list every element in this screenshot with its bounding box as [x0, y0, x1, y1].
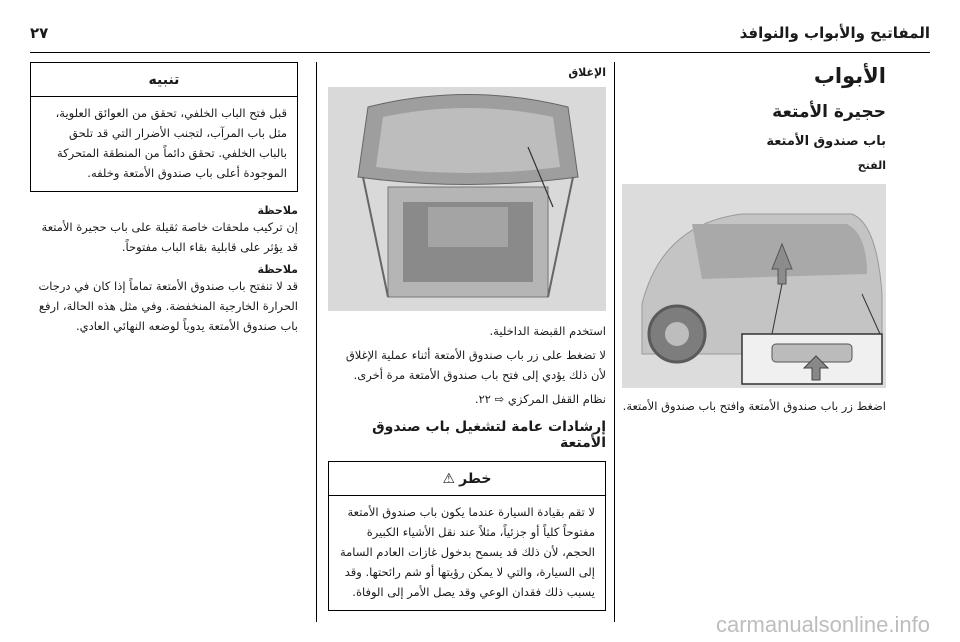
note-text: إن تركيب ملحقات خاصة ثقيلة على باب حجيرة الأمتعة قد يؤثر على قابلية بقاء الباب مفتوحاً.	[41, 220, 298, 254]
middle-column	[328, 62, 606, 611]
page-title: الأبواب	[813, 64, 886, 88]
closing-heading: الإغلاق	[568, 66, 606, 79]
note-heading: ملاحظة	[257, 204, 298, 217]
sub-subsection-heading: الفتح	[857, 159, 886, 172]
caution-title: تنبيه	[31, 63, 297, 97]
section-heading: حجيرة الأمتعة	[772, 102, 886, 122]
left-column	[30, 62, 298, 336]
subsection-heading: باب صندوق الأمتعة	[766, 134, 886, 149]
watermark: carmanualsonline.info	[715, 612, 930, 637]
paragraph: استخدم القبضة الداخلية.	[489, 324, 606, 338]
page-number: ٢٧	[30, 24, 49, 42]
paragraph: لا تضغط على زر باب صندوق الأمتعة أثناء عملية الإغلاق لأن ذلك يؤدي إلى فتح باب صندوق الأمتعة مرة أخرى.	[345, 348, 606, 382]
column-divider	[614, 62, 615, 622]
note-text: قد لا تنفتح باب صندوق الأمتعة تماماً إذا كان في درجات الحرارة الخارجية المنخفضة. وفي مثل هذه الحالة، ارفع باب صندوق الأمتعة يدوياً لوضعه النهائي العادي.	[38, 279, 298, 333]
warning-box	[328, 461, 606, 611]
open-tailgate-icon	[328, 87, 606, 311]
warning-title: خطر	[459, 470, 492, 487]
section-heading: إرشادات عامة لتشغيل باب صندوق الأمتعة	[372, 419, 606, 451]
column-divider	[316, 62, 317, 622]
header-rule	[30, 52, 930, 53]
warning-text: لا تقم بقيادة السيارة عندما يكون باب صندوق الأمتعة مفتوحاً كلياً أو جزئياً، مثلاً عند نقل الأشياء الكبيرة الحجم، لأن ذلك قد يسمح بدخول غازات العادم السامة إلى السيارة، والتي لا يمكن رؤيتها أو شم رائحتها. وقد يسبب ذلك فقدان الوعي وقد يصل الأمر إلى الوفاة.	[339, 505, 595, 599]
warning-triangle-icon: ⚠	[442, 470, 456, 487]
right-column	[622, 62, 886, 416]
car-rear-icon	[622, 184, 886, 388]
cross-reference: نظام القفل المركزي ⇨ ٢٢.	[474, 392, 606, 406]
caution-text: قبل فتح الباب الخلفي، تحقق من العوائق العلوية، مثل باب المرآب، لتجنب الأضرار التي قد تلحق بالباب الخلفي. تحقق دائماً من المنطقة المتحركة الموجودة أعلى باب صندوق الأمتعة وخلفه.	[55, 106, 287, 180]
caution-box	[30, 62, 298, 192]
warning-header	[329, 462, 605, 496]
tailgate-open-illustration	[622, 184, 886, 388]
figure-caption: اضغط زر باب صندوق الأمتعة وافتح باب صندوق الأمتعة.	[622, 399, 886, 413]
note-heading: ملاحظة	[257, 263, 298, 276]
page-header	[30, 24, 930, 52]
tailgate-interior-illustration	[328, 87, 606, 311]
chapter-title: المفاتيح والأبواب والنوافذ	[739, 24, 930, 42]
